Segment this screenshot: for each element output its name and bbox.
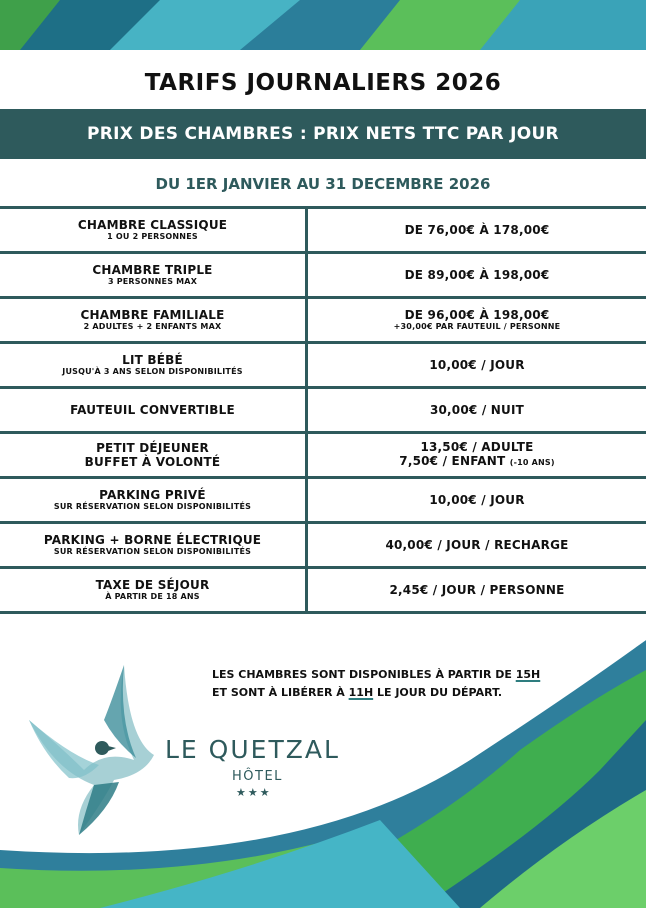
rate-label-cell [0,298,307,343]
rate-price-cell [307,343,646,388]
page-title: TARIFS JOURNALIERS 2026 [144,70,502,96]
rate-name: CHAMBRE CLASSIQUE [77,218,228,232]
rate-price-cell [307,208,646,253]
rate-price: DE 96,00€ À 198,00€ [404,308,550,322]
hotel-stars: ★★★ [236,786,272,799]
checkin-notice [212,666,572,702]
rate-name: PETIT DÉJEUNER [96,441,209,455]
rate-price-extra: +30,00€ PAR FAUTEUIL / PERSONNE [393,322,561,331]
rate-label-cell [0,343,307,388]
notice-line2-text: ET SONT À LIBÉRER À [212,686,349,699]
price-banner: PRIX DES CHAMBRES : PRIX NETS TTC PAR JOUR [0,109,646,159]
rate-price2: 7,50€ / ENFANT [399,454,506,468]
table-row [0,523,646,568]
rate-name: PARKING + BORNE ÉLECTRIQUE [43,533,262,547]
rate-name: TAXE DE SÉJOUR [95,578,210,592]
rate-detail: 1 OU 2 PERSONNES [107,232,198,241]
table-row [0,343,646,388]
table-row [0,478,646,523]
rate-price-cell [307,388,646,433]
rate-detail: 3 PERSONNES MAX [107,277,198,286]
rate-price-cell [307,478,646,523]
validity-period: DU 1ER JANVIER AU 31 DECEMBRE 2026 [155,175,491,193]
rate-detail: 2 ADULTES + 2 ENFANTS MAX [83,322,222,331]
table-row [0,208,646,253]
rate-name-line2: BUFFET À VOLONTÉ [84,455,221,469]
rate-label-cell [0,208,307,253]
rate-label-cell [0,478,307,523]
rate-price: 10,00€ / JOUR [429,358,525,372]
rate-price: 40,00€ / JOUR / RECHARGE [385,538,569,552]
rate-price-line2 [308,454,646,470]
rate-price-cell [307,568,646,613]
rate-detail: SUR RÉSERVATION SELON DISPONIBILITÉS [53,502,252,511]
rate-price2-note: (-10 ANS) [509,458,555,467]
table-row [0,433,646,478]
rate-label-cell [0,388,307,433]
rates-table [0,206,646,614]
table-row [0,253,646,298]
rate-price: DE 89,00€ À 198,00€ [404,268,550,282]
rate-price: 13,50€ / ADULTE [420,440,534,454]
rate-price: 10,00€ / JOUR [429,493,525,507]
notice-line1-text: LES CHAMBRES SONT DISPONIBLES À PARTIR DE [212,668,516,681]
rate-label-cell [0,523,307,568]
rate-price: DE 76,00€ À 178,00€ [404,223,550,237]
quetzal-bird-logo [24,660,164,840]
rate-price: 2,45€ / JOUR / PERSONNE [389,583,565,597]
rate-name: LIT BÉBÉ [122,353,183,367]
rate-name: PARKING PRIVÉ [99,488,206,502]
rate-name: CHAMBRE FAMILIALE [80,308,225,322]
rate-price-cell [307,253,646,298]
rate-name: CHAMBRE TRIPLE [92,263,213,277]
table-row [0,298,646,343]
hotel-label: HÔTEL [232,769,283,784]
notice-line2-end: LE JOUR DU DÉPART. [373,686,503,699]
rate-detail: JUSQU'À 3 ANS SELON DISPONIBILITÉS [62,367,243,376]
checkin-time: 15H [515,668,541,681]
rate-detail: À PARTIR DE 18 ANS [105,592,200,601]
rate-price-cell [307,523,646,568]
rate-name: FAUTEUIL CONVERTIBLE [70,403,235,417]
rate-label-cell [0,568,307,613]
feather-pattern-top [0,0,646,50]
rate-label-cell [0,253,307,298]
table-row [0,388,646,433]
rate-label-cell [0,433,307,478]
rate-price: 30,00€ / NUIT [429,403,525,417]
table-row [0,568,646,613]
hotel-name: LE QUETZAL [165,735,340,764]
rate-price-cell [307,298,646,343]
rate-detail: SUR RÉSERVATION SELON DISPONIBILITÉS [53,547,252,556]
rate-price-cell [307,433,646,478]
checkout-time: 11H [348,686,374,699]
